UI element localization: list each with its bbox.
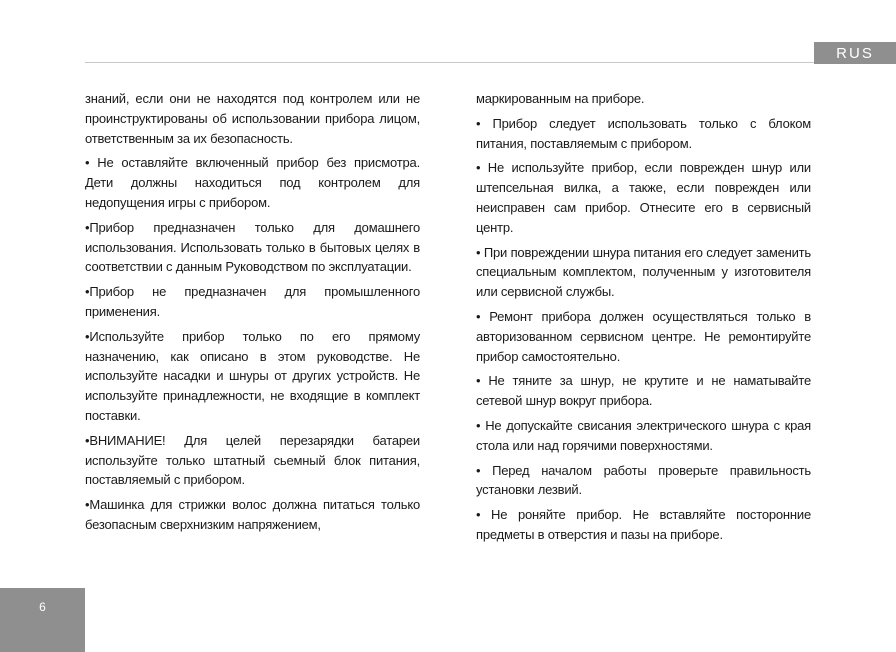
paragraph: •Машинка для стрижки волос должна питаться только безопасным сверхнизким напряжением,: [85, 497, 420, 532]
paragraph: • При повреждении шнура питания его следует заменить специальным комплектом, полученным у изготовителя или сервисной службы.: [476, 244, 811, 300]
paragraph: • Перед началом работы проверьте правильность установки лезвий.: [476, 462, 811, 498]
language-tab: RUS: [814, 42, 896, 64]
paragraph: •Используйте прибор только по его прямому назначению, как описано в этом руководстве. Не используйте насадки и шнуры от других устройств. Не используйте принадлежности, не входящие в комплект поставки.: [85, 328, 420, 423]
paragraph: маркированным на приборе.: [476, 91, 645, 106]
header-divider: [85, 62, 814, 63]
paragraph: • Не допускайте свисания электрического шнура с края стола или над горячими поверхностями.: [476, 417, 811, 453]
paragraph: • Прибор следует использовать только с блоком питания, поставляемым с прибором.: [476, 115, 811, 151]
paragraph: •Прибор не предназначен для промышленного применения.: [85, 284, 420, 319]
paragraph: • Не роняйте прибор. Не вставляйте посторонние предметы в отверстия и пазы на приборе.: [476, 507, 811, 542]
paragraph: •ВНИМАНИЕ! Для целей перезарядки батареи используйте только штатный сьемный блок питания, поставляемый с прибором.: [85, 432, 420, 488]
paragraph: •Прибор предназначен только для домашнего использования. Использовать только в бытовых целях в соответствии с данным Руководством по эксплуатации.: [85, 219, 420, 275]
paragraph: • Не тяните за шнур, не крутите и не наматывайте сетевой шнур вокруг прибора.: [476, 373, 811, 409]
right-column: [476, 89, 811, 550]
page-number: 6: [0, 588, 85, 652]
paragraph: знаний, если они не находятся под контролем или не проинструктированы об использовании прибора лицом, ответственным за их безопасность.: [85, 91, 420, 146]
paragraph: • Ремонт прибора должен осуществляться только в авторизованном сервисном центре. Не ремонтируйте прибор самостоятельно.: [476, 308, 811, 364]
left-column: [85, 89, 420, 540]
paragraph: • Не используйте прибор, если поврежден шнур или штепсельная вилка, а также, если поврежден или неисправен сам прибор. Отнесите его в сервисный центр.: [476, 160, 811, 235]
paragraph: • Не оставляйте включенный прибор без присмотра. Дети должны находиться под контролем для недопущения игры с прибором.: [85, 155, 420, 210]
